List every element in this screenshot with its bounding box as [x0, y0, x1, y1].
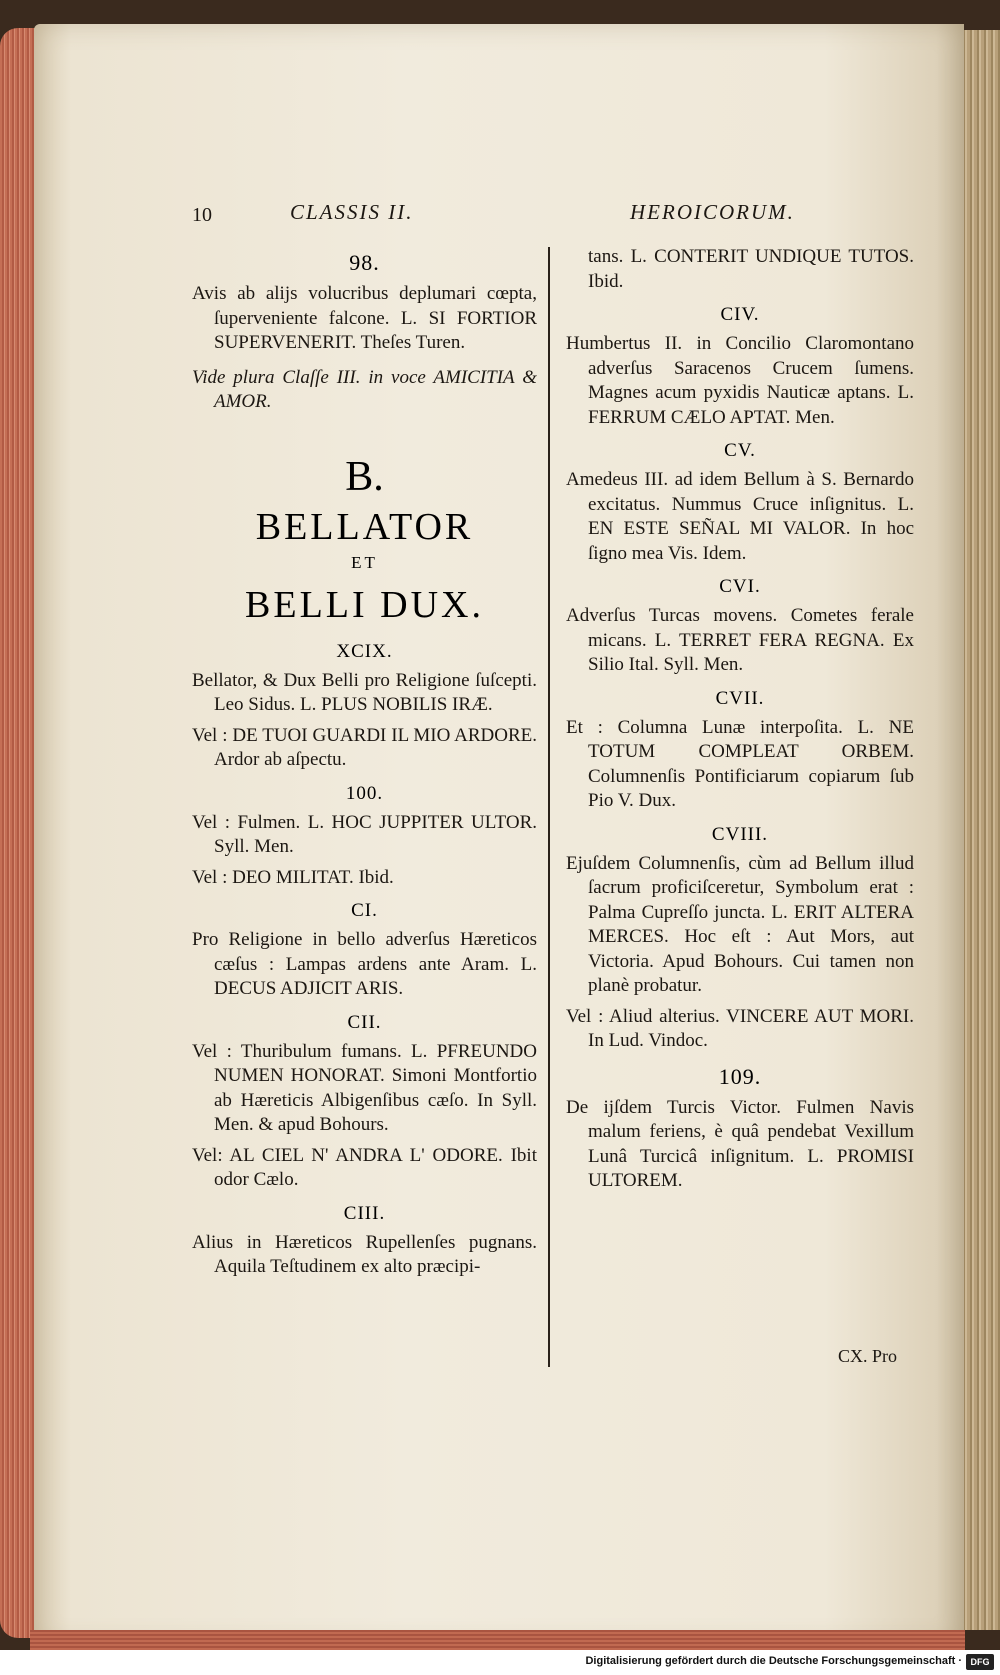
entry-number: 109.	[718, 1063, 762, 1089]
emblem-entry: Vel : Fulmen. L. HOC JUPPITER ULTOR. Syll. Men.	[192, 811, 537, 857]
entry-number: CVI.	[719, 576, 761, 597]
entry-number: CIV.	[720, 304, 760, 325]
entry-number: CVII.	[715, 687, 765, 709]
funding-credit: Digitalisierung gefördert durch die Deutsche Forschungsgemeinschaft ·	[585, 1655, 962, 1667]
digitization-footer	[0, 1650, 1000, 1675]
section-title-conjunction: ET	[351, 552, 378, 572]
left-text-column	[192, 250, 537, 1286]
entry-number: 98.	[349, 250, 380, 275]
emblem-entry: Vel : Thuribulum fumans. L. PFREUNDO NUMEN HONORAT. Simoni Montfortio ab Hæreticis Albigenſibus cæſo. In Syll. Men. & apud Bohours.	[192, 1040, 537, 1135]
page-edges-bottom	[30, 1630, 965, 1650]
cross-reference: Vide plura Claſſe III. in voce AMICITIA & AMOR.	[192, 366, 537, 412]
emblem-entry: Et : Columna Lunæ interpoſita. L. NE TOTUM COMPLEAT ORBEM. Columnenſis Pontificiarum copiarum ſub Pio V. Dux.	[566, 716, 914, 811]
entry-number: CIII.	[343, 1202, 386, 1224]
right-text-column	[566, 245, 914, 1200]
emblem-entry: De ijſdem Turcis Victor. Fulmen Navis malum feriens, è quâ pendebat Vexillum Lunâ Turcicâ inſignitum. L. PROMISI ULTOREM.	[566, 1096, 914, 1191]
page-edges-right	[960, 30, 1000, 1630]
emblem-entry: Vel : DEO MILITAT. Ibid.	[192, 866, 394, 888]
emblem-entry: Avis ab alijs volucribus deplumari cœpta, ſuperveniente falcone. L. SI FORTIOR SUPERVENERIT. Theſes Turen.	[192, 283, 537, 353]
page-edges-left	[0, 28, 36, 1638]
emblem-entry: Pro Religione in bello adverſus Hæreticos cæſus : Lampas ardens ante Aram. L. DECUS ADJICIT ARIS.	[192, 929, 537, 999]
column-divider	[548, 247, 550, 1367]
emblem-entry: Vel : DE TUOI GUARDI IL MIO ARDORE. Ardor ab aſpectu.	[192, 724, 537, 770]
emblem-entry: Amedeus III. ad idem Bellum à S. Bernardo excitatus. Nummus Cruce inſignitus. L. EN ESTE SEÑAL MI VALOR. In hoc ſigno mea Vis. Idem.	[566, 469, 914, 564]
emblem-entry: Bellator, & Dux Belli pro Religione ſuſcepti. Leo Sidus. L. PLUS NOBILIS IRÆ.	[192, 669, 537, 715]
emblem-entry: Vel : Aliud alterius. VINCERE AUT MORI. In Lud. Vindoc.	[566, 1005, 914, 1051]
section-letter: B.	[345, 453, 384, 500]
entry-number: CI.	[351, 900, 378, 921]
emblem-entry: Alius in Hæreticos Rupellenſes pugnans. Aquila Teſtudinem ex alto præcipi-	[192, 1231, 537, 1277]
entry-number: XCIX.	[336, 640, 393, 662]
emblem-entry: Ejuſdem Columnenſis, cùm ad Bellum illud ſacrum proficiſceretur, Symbolum erat : Palma Cupreſſo juncta. L. ERIT ALTERA MERCES. Hoc eſt : Aut Mors, aut Victoria. Apud Bohours. Cui tamen non planè probatur.	[566, 852, 914, 996]
emblem-entry: Humbertus II. in Concilio Claromontano adverſus Saracenos Crucem ſumens. Magnes acum pyxidis Nauticæ aptans. L. FERRUM CÆLO APTAT. Men.	[566, 333, 914, 428]
catchword: CX. Pro	[838, 1346, 898, 1366]
entry-number: CII.	[347, 1011, 382, 1033]
emblem-entry: Vel: AL CIEL N' ANDRA L' ODORE. Ibit odor Cælo.	[192, 1144, 537, 1190]
entry-number: CV.	[724, 440, 756, 461]
section-title: BELLATOR	[255, 505, 474, 548]
emblem-entry-continued: tans. L. CONTERIT UNDIQUE TUTOS. Ibid.	[588, 246, 914, 292]
section-title: BELLI DUX.	[245, 583, 484, 626]
entry-number: CVIII.	[711, 823, 769, 845]
entry-number: 100.	[345, 782, 384, 804]
emblem-entry: Adverſus Turcas movens. Cometes ferale micans. L. TERRET FERA REGNA. Ex Silio Ital. Syll. Men.	[566, 605, 914, 675]
page-number: 10	[192, 204, 212, 226]
running-head-right: HEROICORUM.	[630, 200, 795, 224]
dfg-logo-icon: DFG	[966, 1654, 994, 1670]
running-head-left: CLASSIS II.	[290, 200, 414, 224]
